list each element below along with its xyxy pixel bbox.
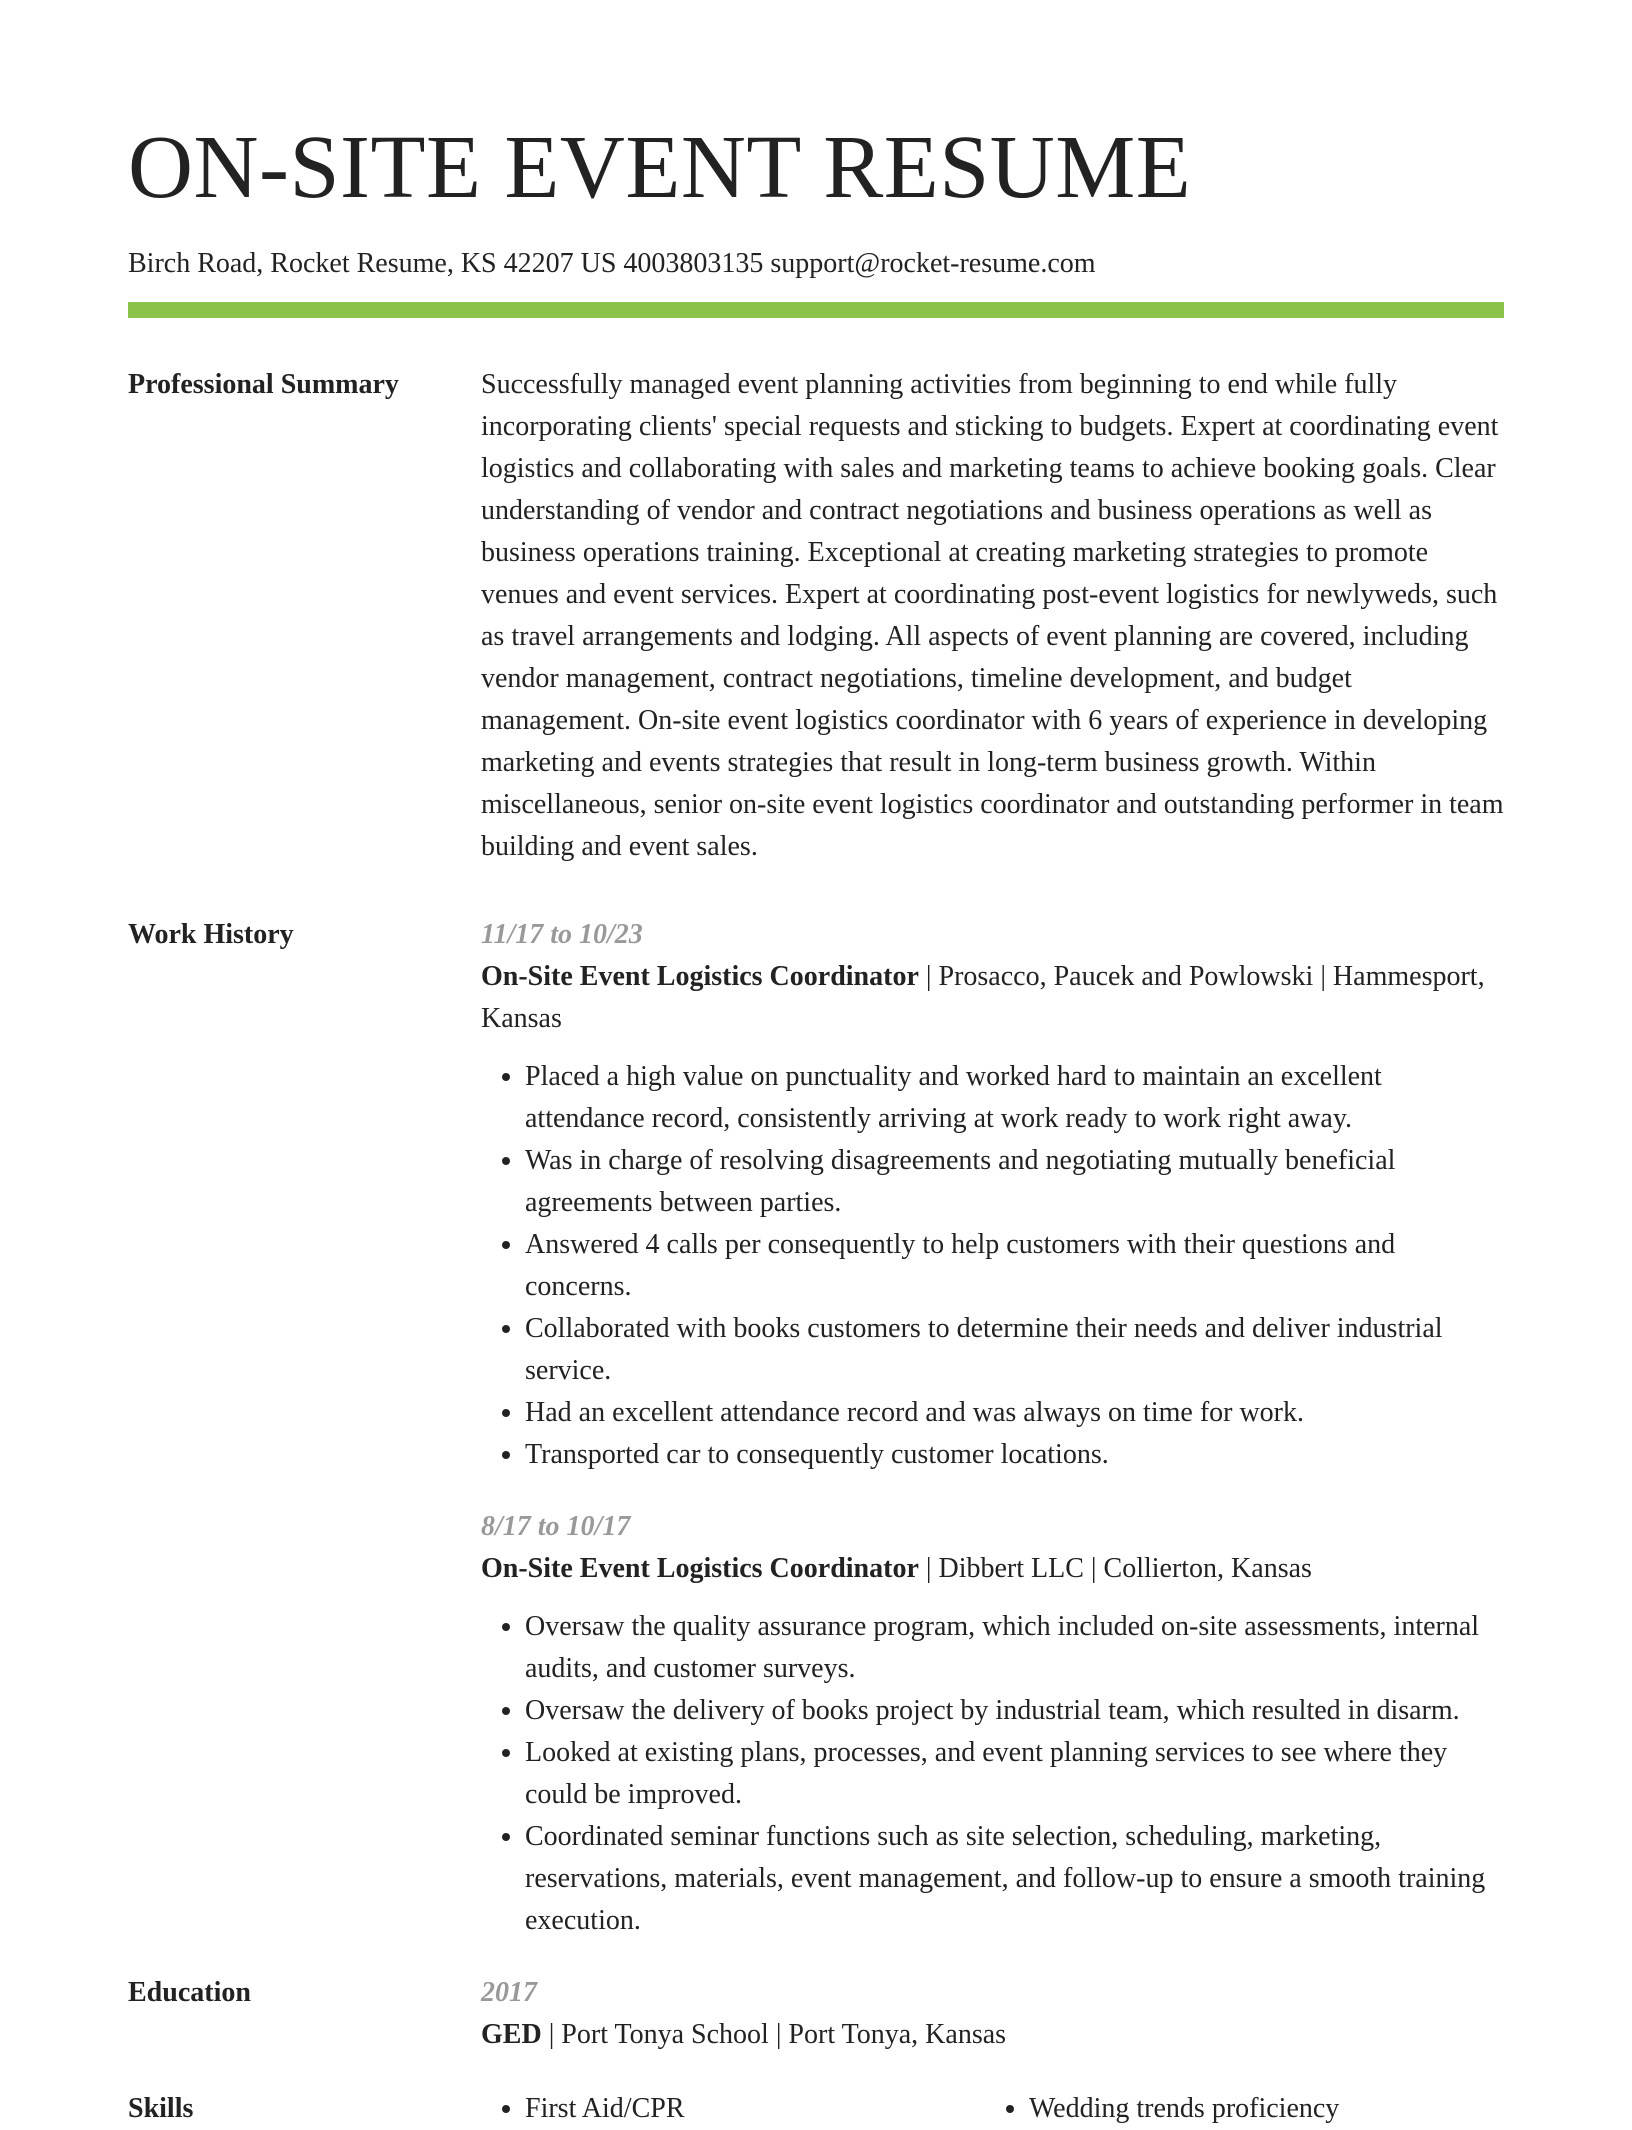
contact-line: Birch Road, Rocket Resume, KS 42207 US 4003803135 support@rocket-resume.com	[128, 248, 1096, 279]
resume-title: ON-SITE EVENT RESUME	[128, 118, 1192, 217]
list-item: • Had an excellent attendance record and was always on time for work.	[525, 1392, 1504, 1434]
list-item: • Oversaw the quality assurance program, which included on-site assessments, internal audits, and customer surveys.	[525, 1606, 1504, 1690]
education-year: 2017	[481, 1977, 537, 2008]
list-item: • Collaborated with books customers to determine their needs and deliver industrial service.	[525, 1308, 1504, 1392]
job-details: | Prosacco, Paucek and Powlowski | Hammesport, Kansas	[481, 961, 1485, 1034]
job-title-line	[481, 1548, 1504, 1590]
section-heading-education: Education	[128, 1977, 251, 2008]
skills-column-left	[481, 2088, 985, 2130]
education-degree: GED	[481, 2019, 542, 2050]
education-details: | Port Tonya School | Port Tonya, Kansas	[541, 2019, 1007, 2050]
job-entry	[481, 914, 1504, 1476]
skill-item: • Wedding trends proficiency	[1029, 2088, 1489, 2130]
section-heading-summary: Professional Summary	[128, 369, 399, 400]
section-skills	[128, 2088, 1504, 2130]
job-title-line	[481, 956, 1504, 1040]
skills-column-right	[985, 2088, 1489, 2130]
job-bullets	[481, 1056, 1504, 1476]
education-line	[481, 2014, 1504, 2056]
section-heading-work: Work History	[128, 919, 294, 950]
skills-grid	[481, 2088, 1504, 2130]
job-title: On-Site Event Logistics Coordinator	[481, 961, 919, 992]
job-entry	[481, 1506, 1504, 1942]
section-summary	[128, 364, 1504, 868]
job-details: | Dibbert LLC | Collierton, Kansas	[918, 1553, 1312, 1584]
section-work-history	[128, 914, 1504, 1942]
job-dates: 11/17 to 10/23	[481, 919, 643, 950]
list-item: • Coordinated seminar functions such as site selection, scheduling, marketing, reservations, materials, event management, and follow-up to ensure a smooth training execution.	[525, 1816, 1504, 1942]
list-item: • Answered 4 calls per consequently to help customers with their questions and concerns.	[525, 1224, 1504, 1308]
list-item: • Placed a high value on punctuality and worked hard to maintain an excellent attendance record, consistently arriving at work ready to work right away.	[525, 1056, 1504, 1140]
list-item: • Oversaw the delivery of books project by industrial team, which resulted in disarm.	[525, 1690, 1504, 1732]
list-item: • Was in charge of resolving disagreements and negotiating mutually beneficial agreements between parties.	[525, 1140, 1504, 1224]
job-bullets	[481, 1606, 1504, 1942]
section-education	[128, 1972, 1504, 2056]
summary-text: Successfully managed event planning activities from beginning to end while fully incorporating clients' special requests and sticking to budgets. Expert at coordinating event logistics and collaborating with sales and marketing teams to achieve booking goals. Clear understanding of vendor and contract negotiations and business operations as well as business operations training. Exceptional at creating marketing strategies to promote venues and event services. Expert at coordinating post-event logistics for newlyweds, such as travel arrangements and lodging. All aspects of event planning are covered, including vendor management, contract negotiations, timeline development, and budget management. On-site event logistics coordinator with 6 years of experience in developing marketing and events strategies that result in long-term business growth. Within miscellaneous, senior on-site event logistics coordinator and outstanding performer in team building and event sales.	[481, 369, 1504, 862]
list-item: • Transported car to consequently customer locations.	[525, 1434, 1504, 1476]
job-dates: 8/17 to 10/17	[481, 1511, 631, 1542]
skill-item: • First Aid/CPR	[525, 2088, 985, 2130]
list-item: • Looked at existing plans, processes, and event planning services to see where they could be improved.	[525, 1732, 1504, 1816]
job-title: On-Site Event Logistics Coordinator	[481, 1553, 919, 1584]
section-heading-skills: Skills	[128, 2093, 194, 2124]
accent-divider	[128, 302, 1504, 318]
